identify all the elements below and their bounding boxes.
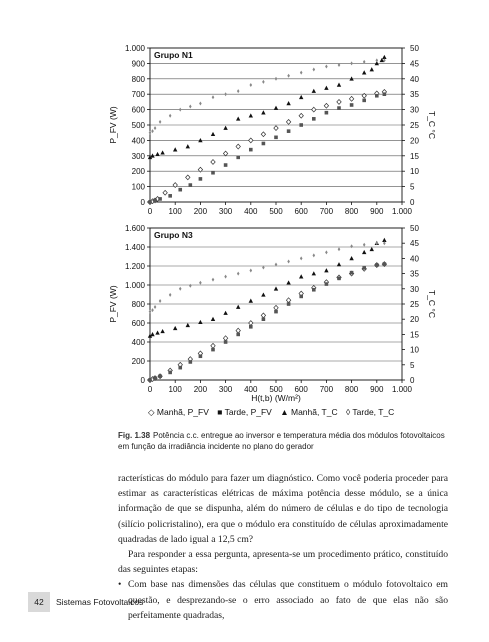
- data-point-square: [287, 129, 291, 133]
- data-point-small-diamond: [159, 299, 162, 303]
- data-point-square: [337, 277, 341, 281]
- y-left-tick-label: 800: [131, 74, 145, 84]
- data-point-small-diamond: [212, 95, 215, 99]
- data-point-square: [312, 288, 316, 292]
- x-axis-label: H(t,b) (W/m²): [251, 393, 301, 403]
- data-point-triangle: [236, 116, 240, 120]
- data-point-small-diamond: [169, 293, 172, 297]
- data-point-square: [236, 156, 240, 160]
- x-tick-label: 700: [319, 385, 334, 394]
- data-point-triangle: [299, 274, 303, 278]
- y-left-tick-label: 0: [140, 198, 145, 207]
- y-left-tick-label: 900: [131, 59, 145, 69]
- data-point-triangle: [312, 271, 316, 275]
- y-left-tick-label: 1.600: [124, 224, 145, 233]
- data-point-square: [168, 371, 172, 375]
- data-point-square: [236, 333, 240, 337]
- data-point-small-diamond: [199, 281, 202, 285]
- data-point-diamond: [211, 343, 215, 348]
- data-point-small-diamond: [237, 89, 240, 93]
- data-point-small-diamond: [300, 256, 303, 260]
- data-point-triangle: [362, 70, 366, 74]
- data-point-triangle: [312, 89, 316, 93]
- data-point-square: [383, 92, 387, 96]
- data-point-small-diamond: [199, 101, 202, 105]
- x-tick-label: 900: [370, 385, 384, 394]
- x-tick-label: 500: [269, 207, 283, 216]
- data-point-diamond: [337, 100, 341, 105]
- data-point-square: [168, 194, 172, 198]
- data-point-triangle: [249, 113, 253, 117]
- data-point-square: [274, 310, 278, 314]
- data-point-square: [148, 200, 152, 204]
- paragraph-1: racterísticas do módulo para fazer um diagnóstico. Como você poderia proceder para estimar as características elétricas de máxima potência desse módulo, se a única informação de que se dispunha, além do número de células e do tipo de tecnologia (silício policristalino), era que o módulo era constituído de células aproximadamente quadradas de lado igual a 12,5 cm?: [118, 473, 448, 545]
- y-left-tick-label: 1.400: [124, 243, 145, 252]
- x-tick-label: 100: [168, 207, 182, 216]
- data-point-square: [153, 376, 157, 380]
- data-point-small-diamond: [189, 105, 192, 109]
- data-point-square: [325, 111, 329, 115]
- data-point-square: [199, 177, 203, 181]
- figure-caption: [118, 430, 446, 452]
- data-point-square: [325, 282, 329, 286]
- data-point-triangle: [186, 144, 190, 148]
- data-point-square: [224, 340, 228, 344]
- y-right-tick-label: 15: [410, 330, 419, 340]
- y-left-tick-label: 600: [131, 105, 145, 115]
- y-left-tick-label: 700: [131, 90, 145, 100]
- y-right-tick-label: 20: [410, 136, 419, 146]
- y-left-tick-label: 1.000: [124, 44, 145, 53]
- data-point-diamond: [349, 96, 353, 101]
- data-point-small-diamond: [338, 247, 341, 251]
- data-point-small-diamond: [151, 129, 154, 133]
- caption-label: Fig. 1.38: [118, 431, 151, 440]
- data-point-small-diamond: [149, 310, 152, 314]
- data-point-small-diamond: [325, 64, 328, 68]
- data-point-square: [249, 148, 253, 152]
- data-point-triangle: [160, 150, 164, 154]
- x-tick-label: 400: [244, 207, 258, 216]
- y-right-axis-label: T_C °C: [427, 290, 437, 318]
- data-point-small-diamond: [149, 131, 152, 135]
- data-point-diamond: [286, 298, 290, 303]
- y-right-tick-label: 5: [410, 360, 415, 370]
- y-left-tick-label: 800: [131, 300, 145, 309]
- y-left-tick-label: 100: [131, 182, 145, 192]
- data-point-triangle: [155, 330, 159, 334]
- y-right-tick-label: 30: [410, 105, 419, 115]
- x-tick-label: 200: [193, 207, 208, 216]
- y-right-tick-label: 10: [410, 345, 419, 355]
- data-point-square: [189, 183, 193, 187]
- y-left-tick-label: 1.000: [124, 281, 145, 290]
- data-point-square: [189, 360, 193, 364]
- data-point-triangle: [261, 110, 265, 114]
- data-point-small-diamond: [313, 68, 316, 72]
- x-tick-label: 700: [319, 207, 334, 216]
- y-right-tick-label: 45: [410, 239, 419, 249]
- data-point-small-diamond: [250, 269, 253, 273]
- data-point-triangle: [223, 311, 227, 315]
- data-point-triangle: [337, 262, 341, 266]
- data-point-diamond: [261, 313, 265, 318]
- data-point-square: [211, 171, 215, 175]
- y-right-tick-label: 25: [410, 121, 419, 130]
- data-point-small-diamond: [212, 278, 215, 282]
- data-point-triangle: [211, 132, 215, 136]
- data-point-triangle: [370, 247, 374, 251]
- data-point-square: [350, 103, 354, 107]
- data-point-triangle: [370, 67, 374, 71]
- legend-item-afternoon-power: ■ Tarde, P_FV: [217, 407, 272, 417]
- y-left-tick-label: 200: [131, 357, 145, 366]
- data-point-square: [262, 317, 266, 321]
- y-right-tick-label: 25: [410, 300, 419, 309]
- data-point-square: [153, 199, 157, 203]
- legend-item-afternoon-temp: ◊ Tarde, T_C: [346, 407, 395, 417]
- y-right-tick-label: 40: [410, 74, 419, 84]
- data-point-triangle: [299, 95, 303, 99]
- data-point-diamond: [223, 336, 227, 341]
- x-tick-label: 1.000: [391, 385, 413, 394]
- data-point-small-diamond: [313, 253, 316, 257]
- data-point-square: [383, 262, 387, 266]
- x-tick-label: 500: [269, 385, 283, 394]
- y-right-tick-label: 15: [410, 151, 419, 161]
- data-point-small-diamond: [154, 305, 157, 309]
- page-footer: [0, 592, 489, 616]
- x-tick-label: 1.000: [391, 207, 413, 216]
- x-tick-label: 100: [168, 385, 182, 394]
- data-point-triangle: [198, 320, 202, 324]
- data-point-triangle: [249, 299, 253, 303]
- panel-label: Grupo N3: [154, 230, 193, 240]
- data-point-triangle: [160, 329, 164, 333]
- data-point-diamond: [236, 328, 240, 333]
- data-point-diamond: [261, 132, 265, 137]
- x-tick-label: 600: [294, 385, 308, 394]
- book-title: Sistemas Fotovoltaicos: [56, 597, 144, 607]
- data-point-small-diamond: [376, 58, 379, 62]
- x-tick-label: 800: [344, 207, 359, 216]
- data-point-diamond: [163, 190, 167, 195]
- data-point-square: [262, 142, 266, 146]
- y-right-tick-label: 20: [410, 315, 419, 325]
- data-point-diamond: [299, 113, 303, 118]
- data-point-triangle: [362, 250, 366, 254]
- data-point-diamond: [236, 144, 240, 149]
- x-tick-label: 300: [218, 385, 233, 394]
- y-right-tick-label: 0: [410, 198, 415, 207]
- x-tick-label: 200: [193, 385, 208, 394]
- data-point-triangle: [286, 101, 290, 105]
- data-point-triangle: [274, 286, 278, 290]
- y-right-tick-label: 45: [410, 59, 419, 69]
- y-left-tick-label: 400: [131, 136, 145, 146]
- y-left-tick-label: 500: [131, 121, 145, 130]
- data-point-diamond: [286, 120, 290, 125]
- x-tick-label: 0: [147, 207, 153, 216]
- page-number: 42: [28, 592, 50, 612]
- caption-text: Potência c.c. entregue ao inversor e temperatura média dos módulos fotovoltaicos em função da irradiância incidente no plano do gerador: [118, 431, 445, 451]
- data-point-square: [158, 374, 162, 378]
- data-point-small-diamond: [224, 275, 227, 279]
- data-point-square: [375, 263, 379, 267]
- data-point-small-diamond: [159, 120, 162, 124]
- data-point-square: [224, 163, 228, 167]
- data-point-square: [148, 378, 152, 382]
- bullet-item: • Com base nas dimensões das células que constituem o módulo fotovoltaico em questão, e desprezando-se o erro associado ao fato de que elas não são perfeitamente quadradas,: [118, 577, 448, 623]
- y-left-axis-label: P_FV (W): [108, 106, 118, 144]
- x-tick-label: 900: [370, 207, 384, 216]
- data-point-diamond: [249, 138, 253, 143]
- data-point-square: [211, 348, 215, 352]
- chart-legend: [148, 407, 448, 418]
- y-left-tick-label: 200: [131, 167, 145, 177]
- data-point-square: [350, 271, 354, 275]
- data-point-triangle: [223, 126, 227, 130]
- y-left-axis-label: P_FV (W): [108, 285, 118, 323]
- data-point-small-diamond: [237, 272, 240, 276]
- legend-item-morning-temp: ▲ Manhã, T_C: [280, 407, 338, 417]
- data-point-square: [375, 94, 379, 98]
- data-point-small-diamond: [325, 250, 328, 254]
- data-point-small-diamond: [169, 114, 172, 118]
- data-point-small-diamond: [300, 71, 303, 75]
- x-tick-label: 800: [344, 385, 359, 394]
- data-point-triangle: [324, 86, 328, 90]
- data-point-diamond: [249, 321, 253, 326]
- data-point-square: [249, 325, 253, 329]
- data-point-square: [199, 354, 203, 358]
- y-left-tick-label: 0: [140, 376, 145, 385]
- data-point-small-diamond: [287, 74, 290, 78]
- data-point-triangle: [211, 317, 215, 321]
- data-point-triangle: [173, 147, 177, 151]
- data-point-square: [362, 99, 366, 103]
- data-point-small-diamond: [350, 61, 353, 65]
- data-point-small-diamond: [250, 83, 253, 87]
- data-point-triangle: [186, 323, 190, 327]
- y-right-tick-label: 40: [410, 254, 419, 264]
- data-point-diamond: [211, 160, 215, 165]
- data-point-small-diamond: [179, 287, 182, 291]
- y-left-tick-label: 400: [131, 338, 145, 347]
- data-point-diamond: [223, 151, 227, 156]
- data-point-triangle: [173, 326, 177, 330]
- y-left-tick-label: 300: [131, 151, 145, 161]
- data-point-small-diamond: [154, 126, 157, 130]
- data-point-small-diamond: [363, 243, 366, 247]
- paragraph-2: Para responder a essa pergunta, apresenta-se um procedimento prático, constituído das seguintes etapas:: [118, 549, 448, 576]
- data-point-square: [178, 366, 182, 370]
- data-point-square: [312, 117, 316, 121]
- panel-label: Grupo N1: [154, 50, 193, 60]
- data-point-small-diamond: [189, 284, 192, 288]
- data-point-small-diamond: [224, 92, 227, 96]
- y-right-tick-label: 35: [410, 90, 419, 100]
- y-right-axis-label: T_C °C: [427, 111, 437, 139]
- data-point-square: [287, 302, 291, 306]
- data-point-diamond: [324, 103, 328, 108]
- data-point-triangle: [324, 268, 328, 272]
- y-left-tick-label: 1.200: [124, 262, 145, 271]
- y-right-tick-label: 30: [410, 284, 419, 294]
- x-tick-label: 0: [147, 385, 153, 394]
- data-point-triangle: [261, 292, 265, 296]
- data-point-square: [362, 266, 366, 270]
- data-point-small-diamond: [350, 244, 353, 248]
- data-point-triangle: [150, 332, 154, 336]
- x-tick-label: 600: [294, 207, 308, 216]
- data-point-diamond: [274, 305, 278, 310]
- data-point-triangle: [337, 83, 341, 87]
- data-point-triangle: [286, 280, 290, 284]
- data-point-square: [337, 106, 341, 110]
- data-point-square: [178, 188, 182, 192]
- x-tick-label: 400: [244, 385, 258, 394]
- data-point-small-diamond: [275, 77, 278, 81]
- data-point-triangle: [155, 152, 159, 156]
- y-right-tick-label: 5: [410, 182, 415, 192]
- data-point-small-diamond: [151, 308, 154, 312]
- data-point-square: [299, 295, 303, 299]
- y-right-tick-label: 50: [410, 44, 419, 53]
- data-point-diamond: [186, 175, 190, 180]
- data-point-triangle: [236, 305, 240, 309]
- data-point-triangle: [349, 256, 353, 260]
- data-point-small-diamond: [179, 108, 182, 112]
- y-right-tick-label: 50: [410, 224, 419, 233]
- data-point-square: [299, 123, 303, 127]
- y-right-tick-label: 35: [410, 269, 419, 279]
- y-right-tick-label: 0: [410, 376, 415, 385]
- data-point-small-diamond: [262, 80, 265, 84]
- data-point-triangle: [274, 106, 278, 110]
- data-point-diamond: [312, 107, 316, 112]
- data-point-diamond: [274, 126, 278, 131]
- data-point-square: [158, 197, 162, 201]
- y-right-tick-label: 10: [410, 167, 419, 177]
- data-point-small-diamond: [287, 259, 290, 263]
- x-tick-label: 300: [218, 207, 233, 216]
- y-left-tick-label: 600: [131, 319, 145, 328]
- legend-item-morning-power: ◇ Manhã, P_FV: [148, 407, 209, 417]
- data-point-square: [274, 136, 278, 140]
